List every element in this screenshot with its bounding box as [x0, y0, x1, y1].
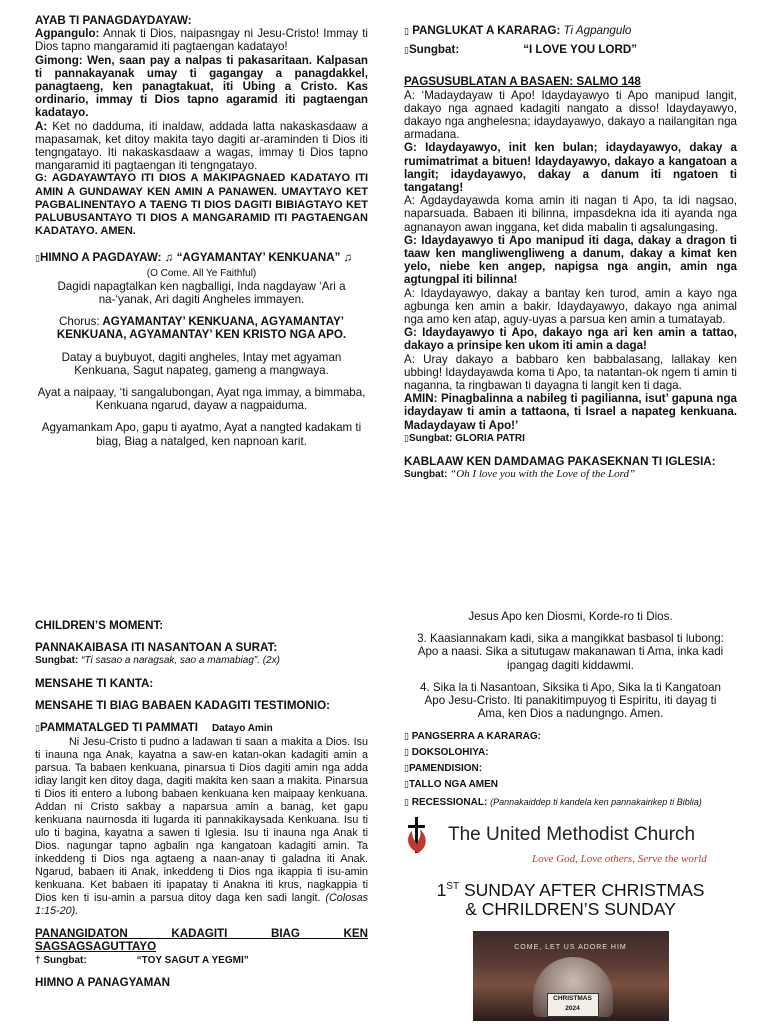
bullet-icon: ▯ [404, 46, 409, 57]
bullet-icon: ▯ [35, 724, 40, 735]
tallo-nga-amen: ▯TALLO NGA AMEN [404, 779, 499, 791]
church-tagline: Love God, Love others, Serve the world [532, 853, 707, 866]
salmo-title: PAGSUSUBLATAN A BASAEN: SALMO 148 [404, 75, 641, 89]
g1-paragraph: G: AGDAYAWTAYO ITI DIOS A MAKIPAGNAED KADATAYO ITI AMIN A GUNDAWAY KEN AMIN A PANAWEN. UMAYTAYO KET PAGBALINENTAYO A TAENG TI DIOS DAGITI BIBIAGTAYO KET PALUBUSANTAYO TI DIOS A MANGARAMID ITI PAGTAENGAN KADATAYO. AMEN. [35, 172, 368, 238]
service-title: 1ST SUNDAY AFTER CHRISTMAS & CHRILDREN’S SUNDAY [436, 879, 705, 920]
hymn-verse-2: Datay a buybuyot, dagiti angheles, Intay met agyaman Kenkuana, Sagut napateg, gameng a mangwaya. [61, 350, 342, 377]
cross-and-flame-icon [404, 815, 430, 855]
salmo-a2: A: Agdaydayawda koma amin iti nagan ti Apo, ta idi nagsao, naparsuada. Babaen iti bilinna, impasdekna ida iti ayanda nga agnanayon awan inggana, ket dida mabalin ti agsalungasing. [404, 194, 737, 234]
agpangulo-label: Agpangulo: [35, 27, 100, 41]
recessional: ▯ RECESSIONAL: (Pannakaiddep ti kandela ken pannakairikep ti Biblia) [404, 797, 702, 809]
a1-paragraph [35, 120, 368, 173]
gloria-verse-3: 3. Kaasiannakam kadi, sika a mangikkat basbasol ti lubong: Apo a naasi. Sika a situtugaw makanawan ti Ama, inka kadi ipangag dagiti kiddawmi. [417, 632, 724, 672]
bullet-icon: ▯ [404, 798, 409, 809]
himno-panagyaman: HIMNO A PANAGYAMAN [35, 975, 171, 989]
agpangulo-paragraph [35, 27, 368, 53]
chorus-text: AGYAMANTAY’ KENKUANA, AGYAMANTAY’ KENKUANA, AGYAMANTAY’ KEN KRISTO NGA APO. [56, 315, 347, 342]
pangserra: ▯ PANGSERRA A KARARAG: [404, 731, 541, 743]
hymn-verse-4: Agyamankam Apo, gapu ti ayatmo, Ayat a nangted kadakam ti biag, Biag a natalged, ken napnoan karit. [41, 421, 362, 448]
panangidaton-title: PANANGIDATON KADAGITI BIAG KEN SAGSAGSAGUTTAYO [35, 927, 368, 954]
pannakaibasa-sungbat: Sungbat: “Ti sasao a naragsak, sao a mamabiag”. (2x) [35, 655, 280, 667]
hymn-chorus [35, 315, 368, 341]
himno-subtitle: (O Come. All Ye Faithful) [146, 267, 257, 279]
toy-sungbat: † Sungbat: “TOY SAGUT A YEGMI” [35, 954, 249, 966]
cover-badge: CHRISTMAS 2024 [547, 993, 599, 1017]
mensahe-biag: MENSAHE TI BIAG BABAEN KADAGITI TESTIMONIO: [35, 698, 330, 712]
agpangulo-text: Annak ti Dios, naipasngay ni Jesu-Cristo! Immay ti Dios tapno mangaramid iti pagtaengan kadatayo! [35, 27, 368, 54]
panglukat-line: ▯ PANGLUKAT A KARARAG: Ti Agpangulo [404, 24, 632, 37]
ayab-title: AYAB TI PANAGDAYDAYAW: [35, 14, 192, 27]
bullet-icon: ▯ [404, 764, 409, 775]
gloria-line: ▯Sungbat: GLORIA PATRI [404, 432, 525, 444]
salmo-g3: G: Idaydayawyo ti Apo, dakayo nga ari ken amin a tattao, dakayo a prinsipe ken ukom iti amin a daga! [404, 326, 737, 353]
salmo-g1: G: Idaydayawyo, init ken bulan; idaydayawyo, dakay a rumimatrimat a bituen! Idaydayawyo, dakayo a kangatoan a langit; idaydayawyo, dakay a danum iti ngatoen ti tangatang! [404, 141, 737, 195]
bullet-icon: ▯ [404, 27, 409, 37]
bullet-icon: ▯ [35, 254, 40, 265]
pammatalged-line: ▯PAMMATALGED TI PAMMATI Datayo Amin [35, 721, 273, 735]
church-name: The United Methodist Church [448, 824, 696, 846]
bullet-icon: ▯ [404, 748, 409, 759]
salmo-a4: A: Uray dakayo a babbaro ken babbalasang, lallakay ken ubbing! Idaydayawda koma ti Apo, ta natantan-ok ngem ti amin ti naganna, ta ringbawan ti dayagna ti langit ken ti daga. [404, 352, 737, 393]
bullet-icon: ▯ [404, 732, 409, 743]
kablaaw-title: KABLAAW KEN DAMDAMAG PAKASEKNAN TI IGLESIA: [404, 455, 716, 469]
childrens-moment: CHILDREN’S MOMENT: [35, 619, 164, 632]
a1-text: Ket no dadduma, iti inaldaw, addada latta nakaskasdaaw a mapasamak, ket ditoy makita tayo dagiti ar-araminden ti Dios iti tengngatayo. Iti nakaskasdaaw a wagas, immay ti Dios tapno mangaramid iti pagtaengan iti tengngatayo. [35, 119, 368, 173]
salmo-a1: A: ‘Madaydayaw ti Apo! Idaydayawyo ti Apo manipud langit, dakayo nga agnaed kadagiti nangato a disso! Idaydayawyo, dakayo nga anghelesna; idaydayawyo, dakayo a nailangitan nga armadana. [404, 88, 737, 142]
kablaaw-sungbat: Sungbat: “Oh I love you with the Love of the Lord” [404, 468, 636, 481]
salmo-g2: G: Idaydayawyo ti Apo manipud iti daga, dakay a dragon ti taaw ken mangliwengliweng a danum, dakay a kimat ken yelo, niebe ken angep, napigsa nga angin, amin nga agtungpal iti bilinna! [404, 233, 737, 287]
sungbat-line: ▯Sungbat: “I LOVE YOU LORD” [404, 43, 637, 57]
salmo-a3: A: Idaydayawyo, dakay a bantay ken turod, amin a kayo nga agbunga ken amin a bakir. Idaydayawyo, dakayo nga animal nga amo ken atap, aguy-uyas a parsua ken amin a tumatayab. [404, 286, 737, 327]
salmo-amin: AMIN: Pinagbalinna a nabileg ti pagilianna, isut’ gapuna nga idaydayaw ti amin a tattaona, ti Israel a napateg kenkuana. Madaydayaw ti Apo!’ [404, 392, 737, 432]
chorus-label: Chorus: [59, 315, 100, 329]
pamendision: ▯PAMENDISION: [404, 763, 483, 775]
cover-image [473, 931, 669, 1021]
doksolohiya: ▯ DOKSOLOHIYA: [404, 747, 489, 759]
hymn-verse-3: Ayat a naipaay, ‘ti sangalubongan, Ayat nga immay, a bimmaba, Kenkuana ngarud, dayaw a nagpaiduma. [37, 386, 366, 413]
order-of-worship-column-3 [35, 619, 368, 989]
order-of-worship-column-1 [35, 14, 368, 448]
gimong-paragraph: Gimong: Wen, saan pay a nalpas ti pakasaritaan. Kalpasan ti pannakayanak umay ti gagangay a panagdakkel, panagtaeng, ken panagtakuat, iti Ubing a Cristo. Kas ordinario, immay ti Dios tapno agaramid iti pagtaengan kadatayo. [35, 53, 368, 120]
pannakaibasa-title: PANNAKAIBASA ITI NASANTOAN A SURAT: [35, 641, 278, 655]
gloria-verse-line: Jesus Apo ken Diosmi, Korde-ro ti Dios. [468, 610, 673, 623]
a1-label: A: [35, 119, 48, 133]
mensahe-kanta: MENSAHE TI KANTA: [35, 676, 154, 690]
himno-title: ▯HIMNO A PAGDAYAW: ♫ “AGYAMANTAY’ KENKUANA” ♫ [35, 251, 353, 265]
order-of-worship-column-4 [404, 610, 737, 1021]
cover-caption: COME, LET US ADORE HIM [514, 944, 627, 952]
bullet-icon: ▯ [404, 433, 409, 444]
umc-logo-row [404, 815, 737, 855]
creed-text: Ni Jesu-Cristo ti pudno a ladawan ti saan a makita a Dios. Isu ti inauna nga Anak, kayatna a saw-en katan-okan kadagiti amin a parsua. Ta babaen kenkuana, pinarsua ti Dios dagiti amin nga adda idiay langit ken ditoy daga, dagiti makita ken saan a makita. Pinarsua ti Dios iti entero a lubong babaen kenkuana ken maipaay kenkuana. Addan ni Cristo sakbay a naparsua amin a banag, ket gapu kenkuana naurnosda iti lugarda iti pannakikaysada Kenkuana. Isu ti ulo ti bagina, kayatna a sawen ti Iglesia. Isu ti inauna nga Anak ti Dios. nagungar tapno agbalin nga kangatoan kadagiti amin. Ta inkeddeng ti Dios nga agtaeng a naan-anay ti galadna iti Anak. Ngarud, babaen iti Anak, inkeddeng ti Dios nga ikappia ti isu-amin kenkuana. Ket babaen iti ipapatay ti Anakna iti krus, nagkappia ti Dios ken ti isu-amin a parsua ditoy daga ken sadi langit. (Colosas 1:15-20). [35, 736, 369, 918]
gloria-verse-4: 4. Sika la ti Nasantoan, Siksika ti Apo, Sika la ti Kangatoan Apo Jesu-Cristo. Iti panakitimpuyog ti Espiritu, iti dayag ti Ama, ken Dios a nadungngo. Amen. [420, 680, 721, 721]
bullet-icon: ▯ [404, 780, 409, 791]
hymn-verse-1: Dagidi napagtalkan ken nagballigi, Inda nagdayaw ‘Ari a na-‘yanak, Ari dagiti Angheles immayen. [57, 279, 346, 307]
order-of-worship-column-2 [404, 24, 737, 482]
